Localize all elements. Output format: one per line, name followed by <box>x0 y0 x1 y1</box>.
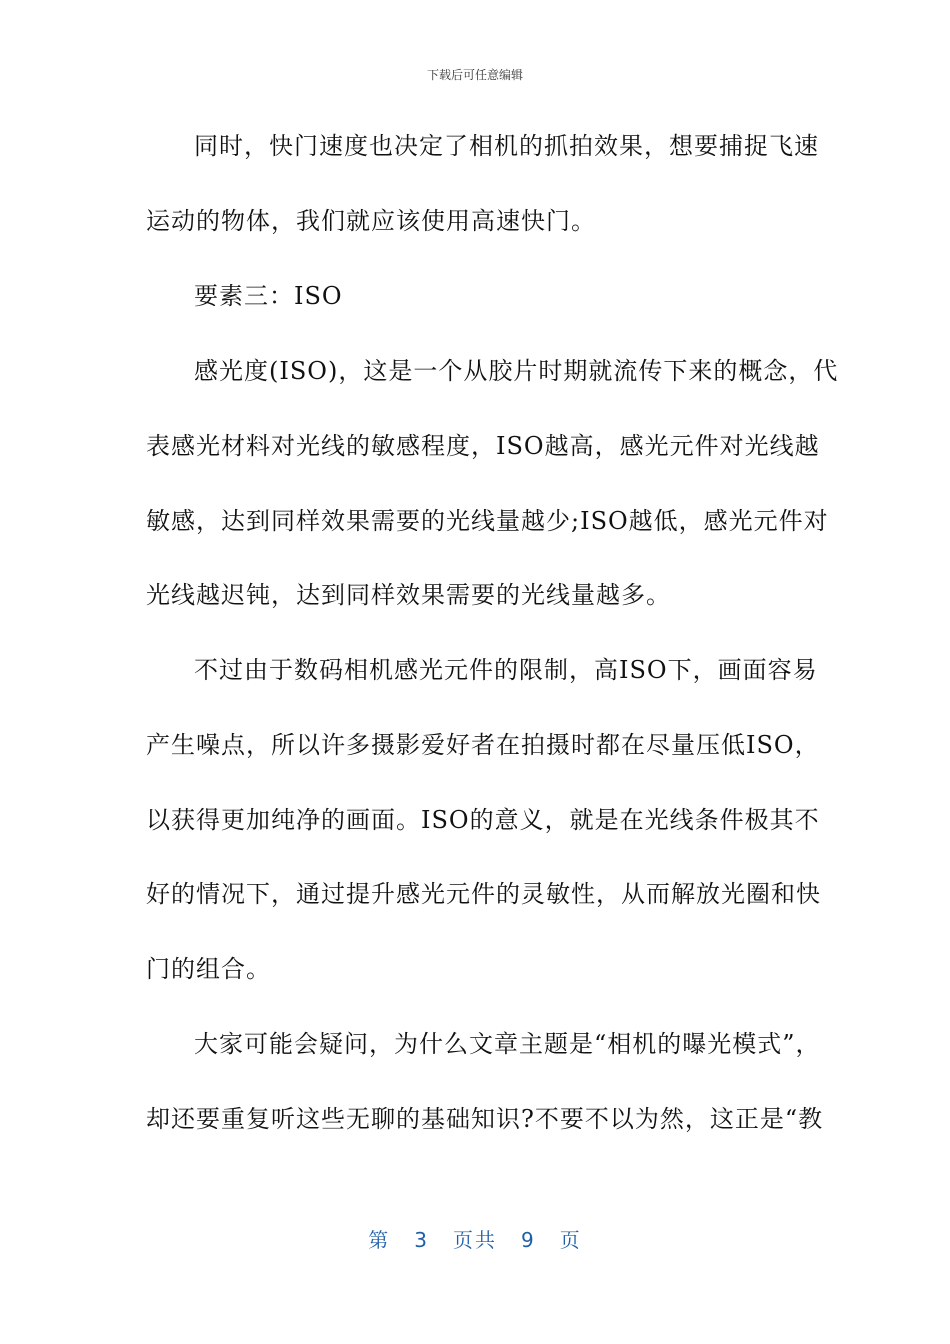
text-line: 运动的物体，我们就应该使用高速快门。 <box>146 207 596 235</box>
text-line: 门的组合。 <box>146 955 271 983</box>
page-label-suffix: 页 <box>559 1228 582 1252</box>
text-line: 敏感，达到同样效果需要的光线量越少;ISO越低，感光元件对 <box>146 507 829 535</box>
text-line: 同时，快门速度也决定了相机的抓拍效果，想要捕捉飞速 <box>194 132 819 160</box>
page-header: 下载后可任意编辑 <box>426 68 523 82</box>
text-line: 大家可能会疑问，为什么文章主题是“相机的曝光模式”， <box>194 1030 821 1058</box>
text-line: 不过由于数码相机感光元件的限制，高ISO下，画面容易 <box>194 656 818 684</box>
text-line: 却还要重复听这些无聊的基础知识?不要不以为然，这正是“教 <box>146 1105 824 1133</box>
page-footer <box>0 1224 950 1253</box>
text-line: 表感光材料对光线的敏感程度，ISO越高，感光元件对光线越 <box>146 432 820 460</box>
text-line: 感光度(ISO)，这是一个从胶片时期就流传下来的概念，代 <box>194 357 839 385</box>
page-label-prefix: 第 <box>368 1228 391 1252</box>
page-label-mid: 页共 <box>453 1228 497 1252</box>
section-heading: 要素三：ISO <box>194 282 343 310</box>
text-line: 光线越迟钝，达到同样效果需要的光线量越多。 <box>146 581 671 609</box>
text-line: 以获得更加纯净的画面。ISO的意义，就是在光线条件极其不 <box>146 806 820 834</box>
text-line: 产生噪点，所以许多摄影爱好者在拍摄时都在尽量压低ISO， <box>146 731 820 759</box>
text-line: 好的情况下，通过提升感光元件的灵敏性，从而解放光圈和快 <box>146 880 821 908</box>
total-pages-number: 9 <box>521 1228 536 1252</box>
current-page-number: 3 <box>414 1228 429 1252</box>
